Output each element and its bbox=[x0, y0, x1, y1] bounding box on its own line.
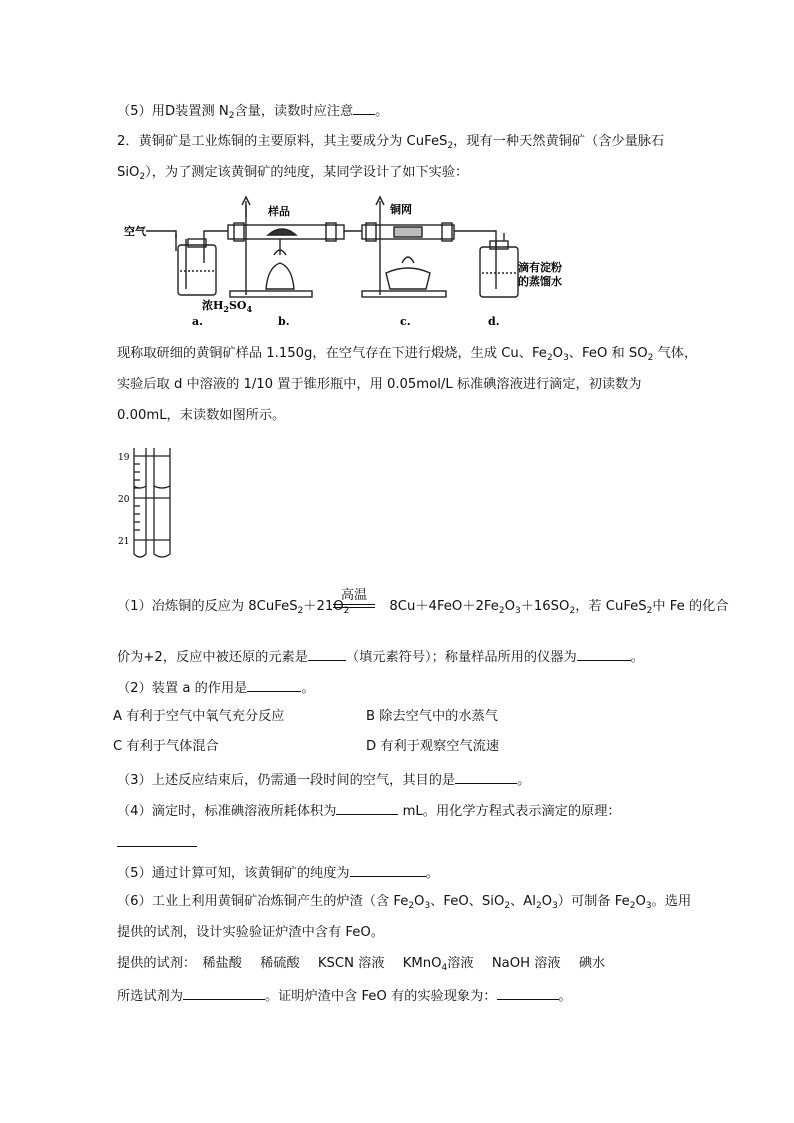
tick-20: 20 bbox=[118, 495, 130, 505]
para-line-2: 实验后取 d 中溶液的 1/10 置于锥形瓶中，用 0.05mol/L 标准碘溶液进行滴定，初读数为 bbox=[117, 377, 642, 392]
reagent-1: 稀盐酸 bbox=[202, 956, 242, 971]
answer-blank[interactable] bbox=[353, 101, 375, 115]
q1-line-1: （1）冶炼铜的反应为 $8CuFeS_2+21O_2$ $8Cu+4FeO+2Fe_2O_3+16SO_2$，若 CuFeS$_2$中 Fe 的化合 bbox=[117, 599, 729, 616]
q3-line: （3）上述反应结束后，仍需通一段时间的空气，其目的是 。 bbox=[117, 770, 530, 790]
acid-label: 浓$H_2SO_4$ bbox=[202, 299, 253, 314]
tick-19: 19 bbox=[118, 453, 130, 463]
answer-blank[interactable] bbox=[455, 770, 517, 784]
option-d[interactable]: D 有利于观察空气流速 bbox=[366, 739, 500, 754]
sample-label: 样品 bbox=[268, 205, 290, 218]
apparatus-figure bbox=[118, 193, 578, 331]
label-d: d. bbox=[488, 315, 500, 328]
water-label-2: 的蒸馏水 bbox=[518, 275, 562, 288]
q6-line-4: 所选试剂为 。证明炉渣中含 FeO 有的实验现象为： 。 bbox=[117, 986, 572, 1006]
option-b[interactable]: B 除去空气中的水蒸气 bbox=[366, 709, 498, 724]
para-line-1: 现称取研细的黄铜矿样品 1.150g，在空气存在下进行煅烧，生成 Cu、$Fe_2O_3$、FeO 和 $SO_2$ 气体， bbox=[117, 346, 698, 363]
answer-blank[interactable] bbox=[577, 647, 631, 661]
reaction-condition: 高温 bbox=[340, 588, 368, 603]
water-label-1: 滴有淀粉 bbox=[518, 261, 562, 274]
reagent-6: 碘水 bbox=[578, 956, 606, 971]
q6-line-1: （6）工业上利用黄铜矿冶炼铜产生的炉渣（含 $Fe_2O_3$、FeO、SiO$_2$、$Al_2O_3$）可制备 $Fe_2O_3$。选用 bbox=[117, 894, 692, 911]
air-label: 空气 bbox=[124, 225, 146, 238]
label-b: b. bbox=[278, 315, 290, 328]
label-c: c. bbox=[400, 315, 411, 328]
q6-line-2: 提供的试剂，设计实验验证炉渣中含有 FeO。 bbox=[117, 925, 384, 940]
tick-21: 21 bbox=[118, 537, 130, 547]
answer-blank[interactable] bbox=[336, 801, 398, 815]
reagent-3: KSCN 溶液 bbox=[317, 956, 385, 971]
reagent-5: NaOH 溶液 bbox=[491, 956, 561, 971]
para-line-3: 0.00mL，末读数如图所示。 bbox=[117, 408, 286, 423]
answer-blank[interactable] bbox=[308, 647, 346, 661]
q6-reagents-line: 提供的试剂： 稀盐酸 稀硫酸 KSCN 溶液 KMnO$_4$溶液 NaOH 溶液 碘水 bbox=[117, 956, 606, 973]
intro-line-2: SiO$_2$），为了测定该黄铜矿的纯度，某同学设计了如下实验： bbox=[117, 165, 469, 182]
reagent-2: 稀硫酸 bbox=[260, 956, 300, 971]
q4-answer-line[interactable] bbox=[117, 846, 197, 847]
burette-figure bbox=[116, 442, 186, 562]
q1-line-2: 价为+2，反应中被还原的元素是 （填元素符号）；称量样品所用的仪器为 。 bbox=[117, 647, 644, 667]
copper-mesh-label: 铜网 bbox=[390, 203, 412, 216]
q5-top-line: （5）用D装置测 $N_2$含量，读数时应注意 。 bbox=[117, 101, 388, 121]
q4-line: （4）滴定时，标准碘溶液所耗体积为 mL。用化学方程式表示滴定的原理： bbox=[117, 801, 621, 821]
q5-line: （5）通过计算可知，该黄铜矿的纯度为 。 bbox=[117, 863, 439, 883]
answer-blank[interactable] bbox=[247, 678, 301, 692]
q2-line: （2）装置 a 的作用是 。 bbox=[117, 678, 315, 698]
label-a: a. bbox=[192, 315, 203, 328]
reagent-4: KMnO$_4$溶液 bbox=[402, 956, 474, 973]
option-c[interactable]: C 有利于气体混合 bbox=[113, 739, 219, 754]
answer-blank[interactable] bbox=[497, 986, 559, 1000]
option-a[interactable]: A 有利于空气中氧气充分反应 bbox=[113, 709, 285, 724]
intro-line-1: 2．黄铜矿是工业炼铜的主要原料，其主要成分为 CuFeS$_2$，现有一种天然黄铜矿（含少量脉石 bbox=[117, 134, 665, 151]
answer-blank[interactable] bbox=[350, 863, 426, 877]
answer-blank[interactable] bbox=[183, 986, 265, 1000]
